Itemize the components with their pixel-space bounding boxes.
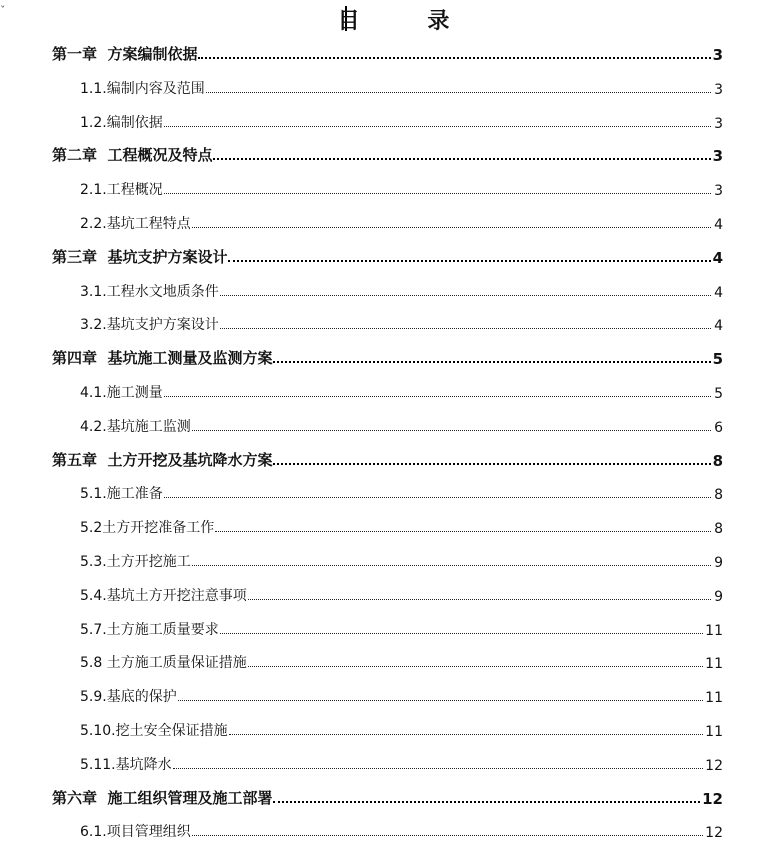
toc-page-number: 9 xyxy=(714,588,723,605)
toc-page-number: 9 xyxy=(714,555,723,571)
toc-page-number: 3 xyxy=(714,183,723,200)
toc-entry-label: 5.1.施工准备 xyxy=(80,486,163,503)
toc-page-number: 3 xyxy=(712,147,723,166)
dot-leader xyxy=(206,92,711,93)
toc-entry-label: 第一章 方案编制依据 xyxy=(52,45,198,63)
dot-leader xyxy=(273,801,700,803)
toc-section-entry[interactable] xyxy=(80,177,723,199)
dot-leader xyxy=(198,57,710,59)
toc-page-number: 11 xyxy=(705,622,723,639)
toc-entry-label: 2.1.工程概况 xyxy=(80,182,163,199)
dot-leader xyxy=(220,633,703,634)
toc-section-entry[interactable] xyxy=(80,414,723,436)
toc-page-number: 5 xyxy=(712,350,723,369)
toc-section-entry[interactable] xyxy=(80,583,723,605)
dot-leader xyxy=(173,768,704,769)
toc-section-entry[interactable] xyxy=(80,718,723,740)
toc-section-entry[interactable] xyxy=(80,279,723,301)
toc-page-number: 5 xyxy=(714,386,723,402)
toc-section-entry[interactable] xyxy=(80,380,723,402)
toc-section-entry[interactable] xyxy=(80,684,723,706)
dot-leader xyxy=(273,463,710,465)
toc-entry-label: 5.9.基底的保护 xyxy=(80,689,177,706)
toc-entry-label: 第五章 土方开挖及基坑降水方案 xyxy=(52,450,273,469)
corner-mark: ˇ xyxy=(0,4,6,17)
toc-page-number: 11 xyxy=(705,656,723,673)
toc-entry-label: 2.2.基坑工程特点 xyxy=(80,216,191,232)
dot-leader xyxy=(215,531,711,532)
dot-leader xyxy=(220,328,711,329)
toc-title: 目 录 xyxy=(337,9,480,34)
toc-section-entry[interactable] xyxy=(80,515,723,537)
toc-section-entry[interactable] xyxy=(80,819,723,841)
toc-section-entry[interactable] xyxy=(80,110,723,132)
toc-entry-label: 5.7.土方施工质量要求 xyxy=(80,621,219,638)
toc-page-number: 6 xyxy=(714,419,723,436)
toc-chapter-entry[interactable] xyxy=(52,42,723,64)
toc-entry-label: 4.2.基坑施工监测 xyxy=(80,418,191,435)
toc-page-number: 3 xyxy=(714,115,723,132)
dot-leader xyxy=(220,295,711,296)
dot-leader xyxy=(164,126,711,127)
toc-entry-label: 5.3.土方开挖施工 xyxy=(80,554,191,570)
toc-entry-label: 6.1.项目管理组织 xyxy=(80,824,191,841)
toc-entry-label: 5.2土方开挖准备工作 xyxy=(80,520,215,537)
dot-leader xyxy=(192,835,703,836)
dot-leader xyxy=(164,497,711,498)
toc-section-entry[interactable] xyxy=(80,549,723,571)
dot-leader xyxy=(192,430,711,431)
toc-entry-label: 5.8 土方施工质量保证措施 xyxy=(80,655,247,672)
toc-entry-label: 第三章 基坑支护方案设计 xyxy=(52,247,228,266)
toc-page-number: 8 xyxy=(714,487,723,504)
toc-page-number: 4 xyxy=(714,217,723,233)
toc-entry-label: 4.1.施工测量 xyxy=(80,385,163,401)
toc-page-number: 4 xyxy=(714,284,723,301)
toc-chapter-entry[interactable] xyxy=(52,448,723,470)
toc-page-number: 8 xyxy=(714,521,723,538)
toc-entry-label: 1.1.编制内容及范围 xyxy=(80,80,205,97)
toc-section-entry[interactable] xyxy=(80,312,723,334)
dot-leader xyxy=(229,734,704,735)
toc-page-number: 4 xyxy=(714,318,723,335)
toc-section-entry[interactable] xyxy=(80,752,723,774)
dot-leader xyxy=(192,227,711,228)
toc-section-entry[interactable] xyxy=(80,650,723,672)
dot-leader xyxy=(248,666,703,667)
toc-entry-label: 1.2.编制依据 xyxy=(80,114,163,131)
toc-section-entry[interactable] xyxy=(80,211,723,233)
toc-section-entry[interactable] xyxy=(80,481,723,503)
dot-leader xyxy=(248,599,711,600)
toc-entry-label: 5.4.基坑土方开挖注意事项 xyxy=(80,587,247,604)
dot-leader xyxy=(273,361,710,363)
toc-page-number: 3 xyxy=(712,46,723,64)
toc-page-number: 11 xyxy=(705,690,723,707)
toc-page-number: 11 xyxy=(705,724,723,740)
dot-leader xyxy=(213,158,710,160)
toc-entry-label: 5.10.挖土安全保证措施 xyxy=(80,723,228,739)
toc-page-number: 12 xyxy=(705,825,723,842)
toc-page-number: 12 xyxy=(702,789,723,808)
toc-entry-label: 第二章 工程概况及特点 xyxy=(52,146,213,165)
toc-entry-label: 3.1.工程水文地质条件 xyxy=(80,283,219,300)
toc-page-number: 8 xyxy=(712,451,723,470)
toc-chapter-entry[interactable] xyxy=(52,143,723,165)
toc-entry-label: 5.11.基坑降水 xyxy=(80,756,172,773)
dot-leader xyxy=(178,700,703,701)
toc-section-entry[interactable] xyxy=(80,76,723,98)
dot-leader xyxy=(164,193,711,194)
toc-chapter-entry[interactable] xyxy=(52,786,723,808)
toc-chapter-entry[interactable] xyxy=(52,346,723,368)
toc-page-number: 3 xyxy=(714,81,723,98)
dot-leader xyxy=(228,260,710,262)
toc-entry-label: 第四章 基坑施工测量及监测方案 xyxy=(52,349,273,368)
toc-page-number: 12 xyxy=(705,757,723,774)
toc-entry-label: 第六章 施工组织管理及施工部署 xyxy=(52,788,273,807)
toc-page-number: 4 xyxy=(712,248,723,267)
toc-chapter-entry[interactable] xyxy=(52,245,723,267)
dot-leader xyxy=(164,396,711,397)
toc-entry-label: 3.2.基坑支护方案设计 xyxy=(80,317,219,334)
dot-leader xyxy=(192,565,711,566)
toc-section-entry[interactable] xyxy=(80,617,723,639)
